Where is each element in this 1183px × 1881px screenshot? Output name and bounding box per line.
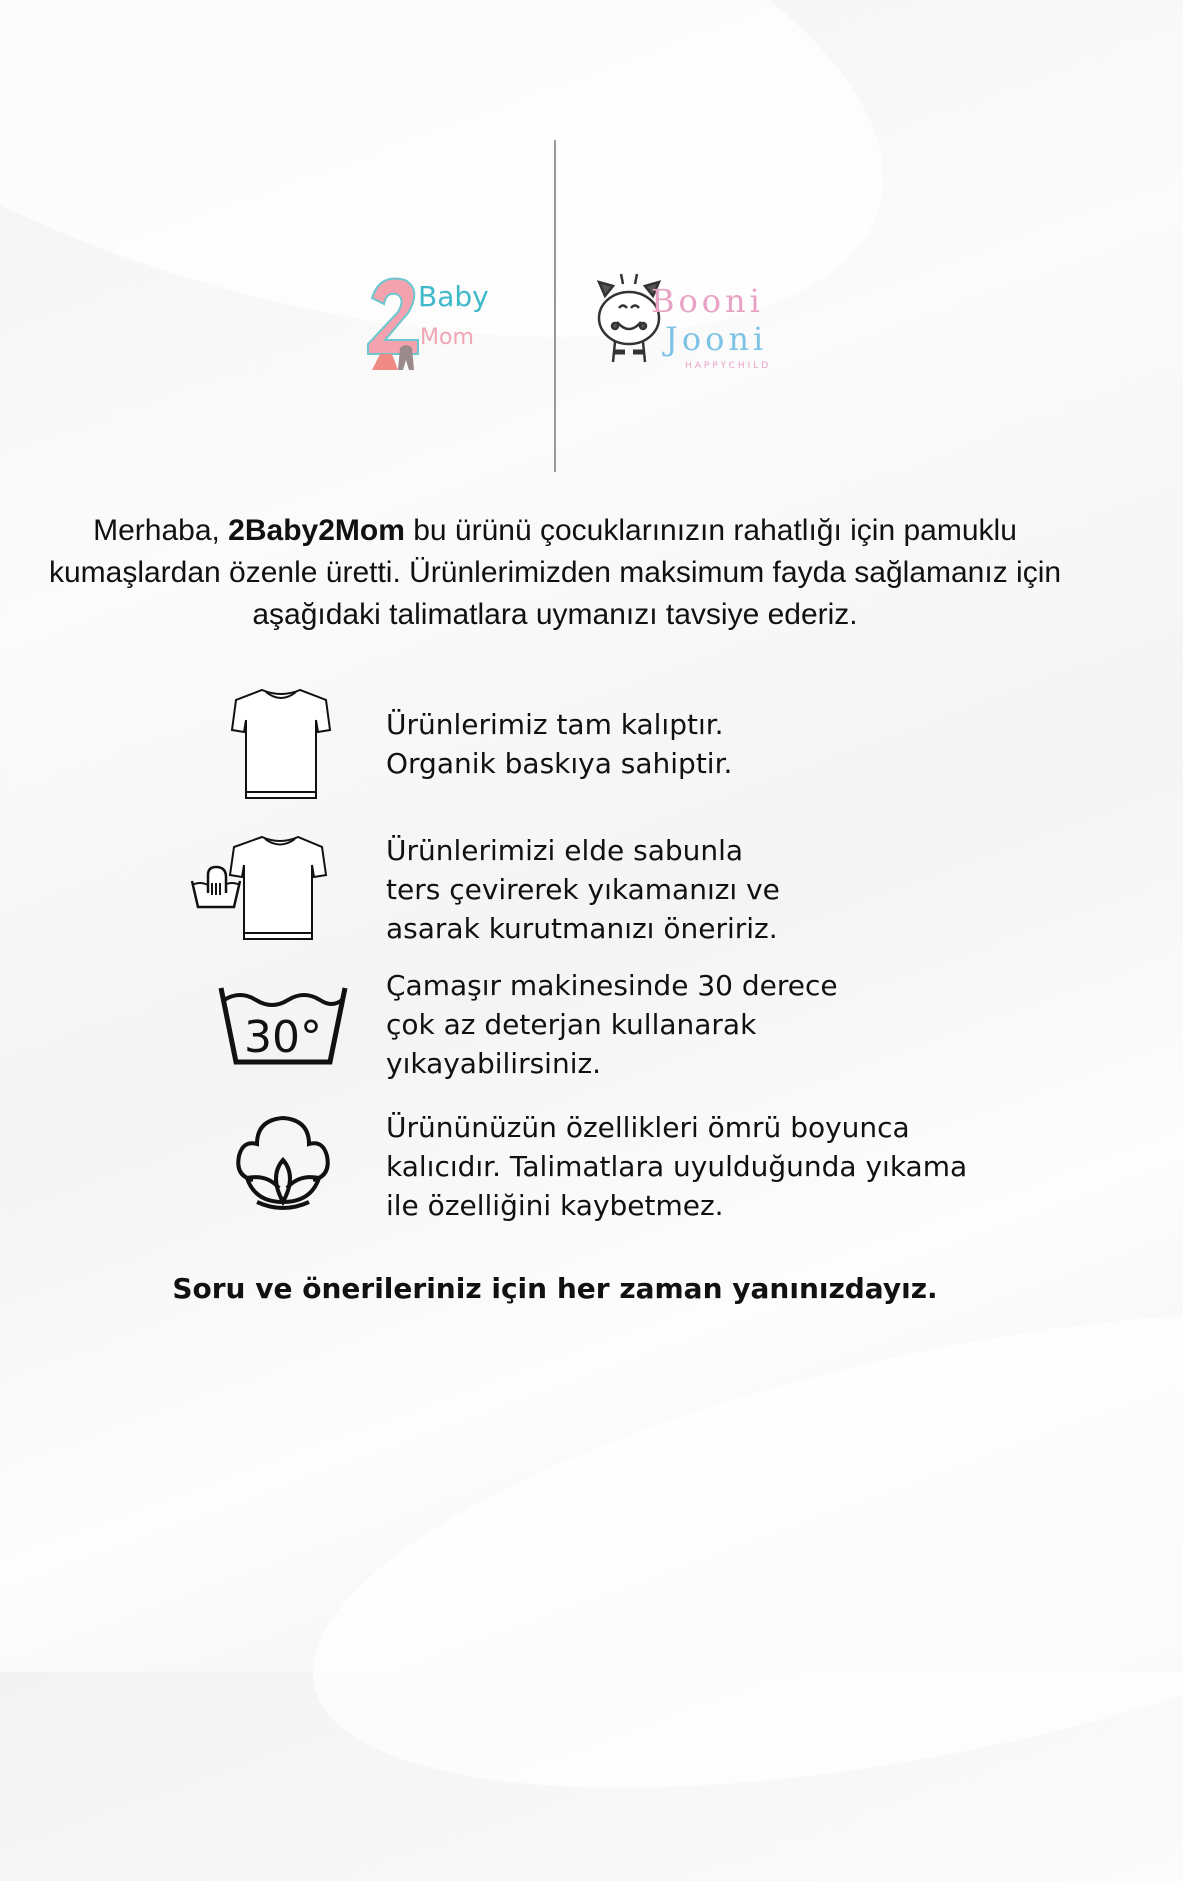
instruction-line: Çamaşır makinesinde 30 derece bbox=[386, 969, 838, 1002]
cotton-icon bbox=[233, 1110, 333, 1220]
logo-tagline: HAPPYCHILD bbox=[685, 361, 772, 371]
logo-booni-jooni bbox=[593, 268, 803, 371]
instruction-line: ters çevirerek yıkamanızı ve bbox=[386, 873, 780, 906]
wash-30-icon bbox=[218, 986, 348, 1066]
instruction-line: Ürünlerimizi elde sabunla bbox=[386, 834, 744, 867]
logo-text-mom: Mom bbox=[420, 325, 474, 350]
background-swoosh bbox=[0, 0, 944, 447]
instruction-line: Ürününüzün özellikleri ömrü boyunca bbox=[386, 1111, 910, 1144]
instruction-machine-wash bbox=[386, 966, 838, 1083]
logo-text-jooni: Jooni bbox=[665, 320, 768, 358]
logo-2baby2mom bbox=[360, 268, 510, 378]
intro-brand: 2Baby2Mom bbox=[228, 514, 405, 547]
instruction-line: yıkayabilirsiniz. bbox=[386, 1047, 602, 1080]
instruction-line: Ürünlerimiz tam kalıptır. bbox=[386, 708, 724, 741]
instruction-fit bbox=[386, 705, 732, 783]
closing-message: Soru ve önerileriniz için her zaman yanınızdayız. bbox=[172, 1272, 938, 1305]
instruction-line: ile özelliğini kaybetmez. bbox=[386, 1189, 724, 1222]
intro-text: Merhaba, bbox=[93, 514, 229, 547]
logo-text-baby: Baby bbox=[418, 280, 489, 313]
instruction-line: Organik baskıya sahiptir. bbox=[386, 747, 733, 780]
giraffe-icon bbox=[599, 274, 659, 362]
instruction-hand-wash bbox=[386, 831, 780, 948]
instruction-line: çok az deterjan kullanarak bbox=[386, 1008, 757, 1041]
background-swoosh bbox=[273, 1219, 1183, 1881]
hand-wash-tshirt-icon bbox=[190, 835, 330, 945]
instruction-durability bbox=[386, 1108, 967, 1225]
logo-divider bbox=[554, 140, 556, 472]
intro-text: bu ürünü çocuklarınızın rahatlığı için pamuklu kumaşlardan özenle üretti. Ürünlerimizden maksimum fayda sağlamanız için aşağıdaki talimatlara uymanızı tavsiye ederiz. bbox=[48, 514, 1062, 631]
logo-text-booni: Booni bbox=[651, 282, 764, 320]
instruction-line: asarak kurutmanızı öneririz. bbox=[386, 912, 778, 945]
wash-temperature-label: 30° bbox=[244, 1012, 322, 1063]
instruction-line: kalıcıdır. Talimatlara uyulduğunda yıkama bbox=[386, 1150, 968, 1183]
tshirt-icon bbox=[230, 688, 332, 804]
intro-paragraph bbox=[0, 510, 1110, 636]
